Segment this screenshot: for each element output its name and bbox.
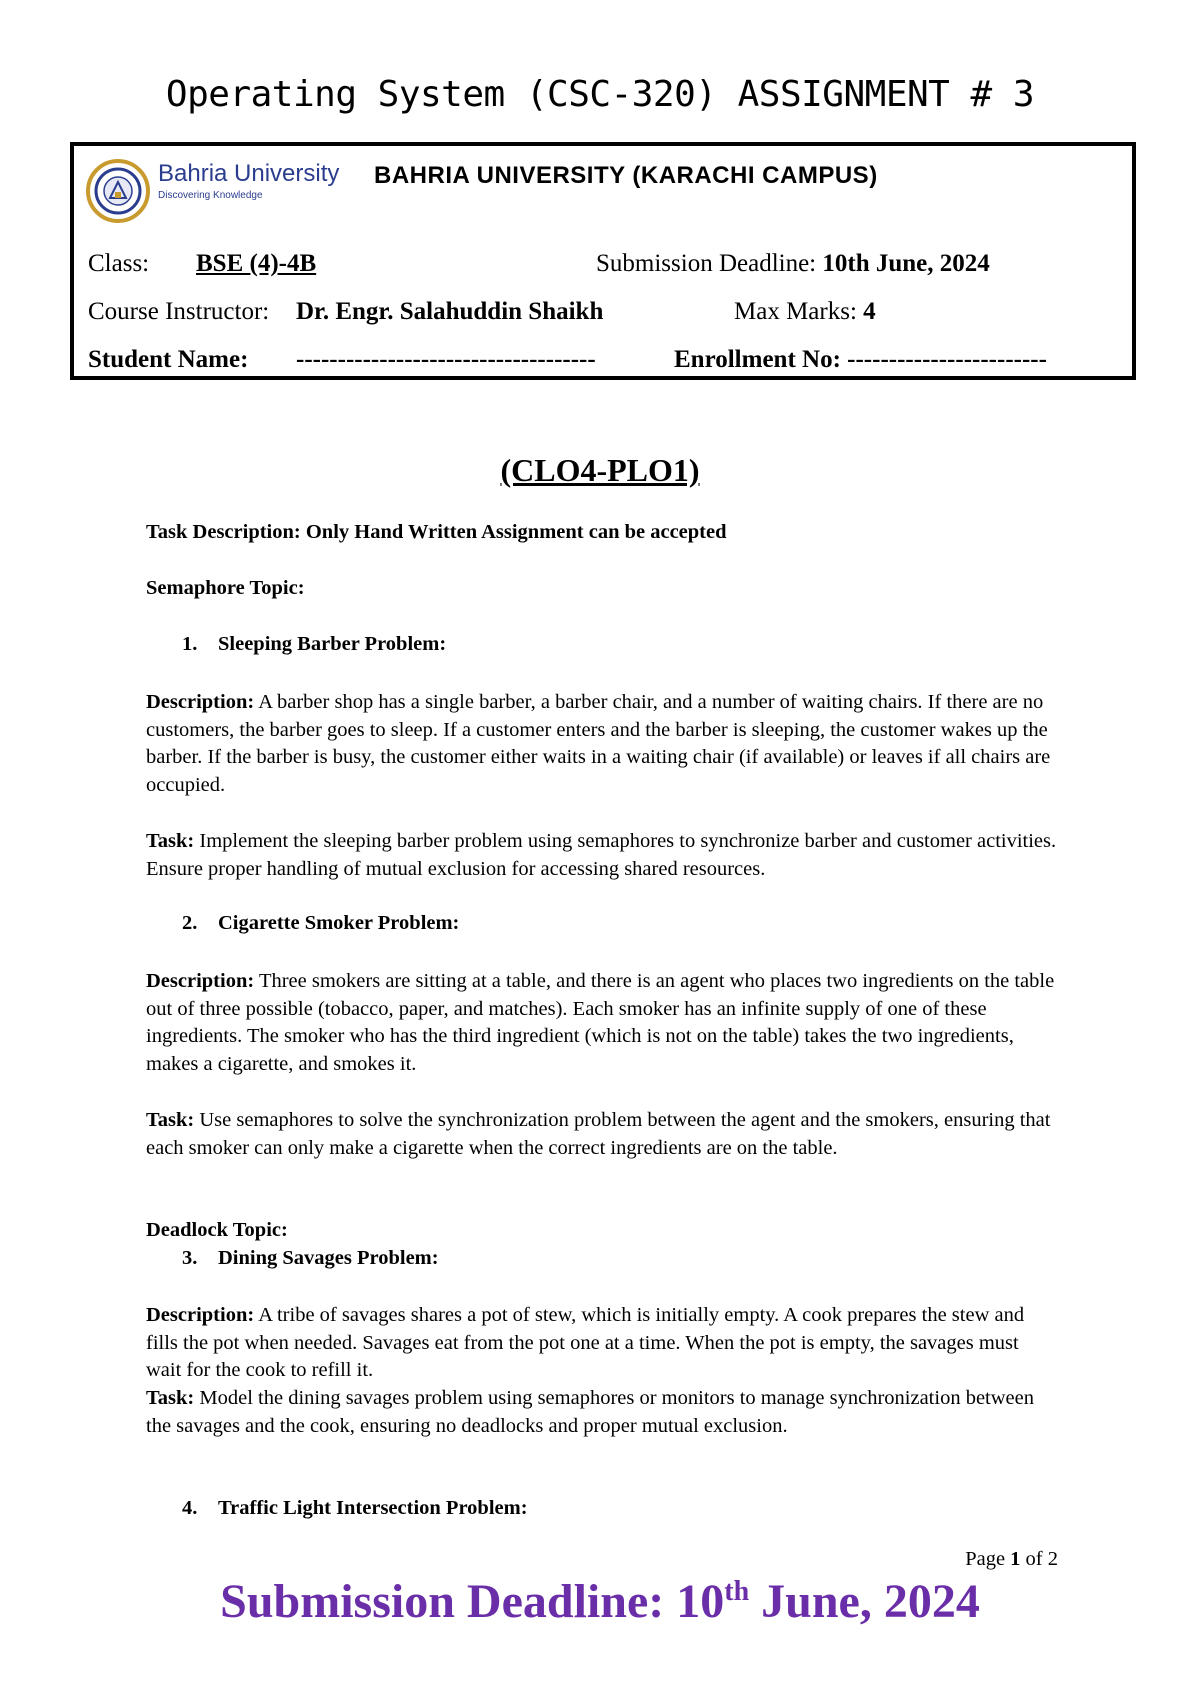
clo-heading: (CLO4-PLO1)	[500, 452, 700, 488]
semaphore-topic-heading: Semaphore Topic:	[146, 577, 305, 599]
logo-tagline: Discovering Knowledge	[158, 190, 263, 201]
problem-heading	[182, 1497, 528, 1520]
university-seal-icon	[86, 156, 150, 226]
problem-description	[146, 968, 1058, 1078]
task-text: Use semaphores to solve the synchronization problem between the agent and the smokers, ensuring that each smoker can only make a cigarette when the correct ingredients are on the table.	[146, 1109, 1051, 1159]
deadline-banner-prefix: Submission Deadline: 10	[220, 1575, 725, 1628]
problem-description	[146, 689, 1058, 799]
task-label: Task:	[146, 830, 195, 852]
deadline-banner-sup: th	[724, 1576, 750, 1607]
task-label: Task:	[146, 1109, 195, 1131]
problem-title: Dining Savages Problem:	[218, 1247, 439, 1269]
description-text: A tribe of savages shares a pot of stew, which is initially empty. A cook prepares the stew and fills the pot when needed. Savages eat from the pot one at a time. When the pot is empty, the savages must wait for the cook to refill it.	[146, 1304, 1025, 1381]
page-label: Page	[965, 1548, 1006, 1570]
university-name: BAHRIA UNIVERSITY (KARACHI CAMPUS)	[374, 162, 878, 189]
enrollment-blank: ------------------------	[847, 346, 1047, 373]
class-label: Class:	[88, 250, 150, 277]
problem-heading	[182, 633, 446, 656]
problem-task	[146, 1385, 1058, 1440]
problem-title: Sleeping Barber Problem:	[218, 633, 447, 655]
page-current: 1	[1010, 1548, 1021, 1570]
enrollment-field	[674, 346, 1047, 374]
problem-task	[146, 828, 1058, 883]
deadline-banner-suffix: June, 2024	[749, 1575, 980, 1628]
problem-title: Traffic Light Intersection Problem:	[218, 1497, 528, 1519]
page-total: 2	[1047, 1548, 1058, 1570]
deadline-banner	[0, 1574, 1200, 1629]
problem-heading	[182, 1247, 439, 1270]
description-label: Description:	[146, 1304, 255, 1326]
page-number	[965, 1548, 1058, 1571]
task-label: Task:	[146, 1387, 195, 1409]
document-title: Operating System (CSC-320) ASSIGNMENT # 3	[165, 74, 1035, 115]
deadline-value: 10th June, 2024	[822, 250, 990, 277]
deadline-label: Submission Deadline:	[596, 250, 817, 277]
logo-name: Bahria University	[158, 160, 340, 187]
description-label: Description:	[146, 970, 255, 992]
instructor-label: Course Instructor:	[88, 298, 270, 325]
problem-number: 2.	[182, 912, 198, 934]
marks-value: 4	[863, 298, 876, 325]
student-name-label: Student Name:	[88, 346, 249, 373]
task-description-value: Only Hand Written Assignment can be accepted	[305, 521, 727, 543]
problem-number: 3.	[182, 1247, 198, 1269]
description-text: A barber shop has a single barber, a barber chair, and a number of waiting chairs. If there are no customers, the barber goes to sleep. If a customer enters and the barber is sleeping, the customer wakes up the barber. If the barber is busy, the customer either waits in a waiting chair (if available) or leaves if all chairs are occupied.	[146, 691, 1051, 796]
class-value: BSE (4)-4B	[196, 250, 317, 277]
deadlock-topic-heading: Deadlock Topic:	[146, 1219, 288, 1241]
enrollment-label: Enrollment No:	[674, 346, 841, 373]
description-text: Three smokers are sitting at a table, and there is an agent who places two ingredients on the table out of three possible (tobacco, paper, and matches). Each smoker has an infinite supply of one of these ingredients. The smoker who has the third ingredient (which is not on the table) takes the two ingredients, makes a cigarette, and smokes it.	[146, 970, 1055, 1075]
description-label: Description:	[146, 691, 255, 713]
student-name-blank: ------------------------------------	[296, 346, 596, 373]
problem-heading	[182, 912, 459, 935]
task-text: Model the dining savages problem using semaphores or monitors to manage synchronization between the savages and the cook, ensuring no deadlocks and proper mutual exclusion.	[146, 1387, 1034, 1437]
task-description-label: Task Description:	[146, 521, 301, 543]
problem-number: 1.	[182, 633, 198, 655]
max-marks-field	[734, 298, 876, 326]
header-box	[70, 142, 1136, 380]
problem-title: Cigarette Smoker Problem:	[218, 912, 460, 934]
university-logo	[86, 156, 346, 228]
page-of: of	[1025, 1548, 1043, 1570]
task-description	[146, 521, 727, 544]
problem-number: 4.	[182, 1497, 198, 1519]
problem-task	[146, 1107, 1058, 1162]
submission-deadline-field	[596, 250, 990, 278]
task-text: Implement the sleeping barber problem using semaphores to synchronize barber and customer activities. Ensure proper handling of mutual exclusion for accessing shared resources.	[146, 830, 1057, 880]
instructor-value: Dr. Engr. Salahuddin Shaikh	[296, 298, 604, 325]
problem-description	[146, 1302, 1058, 1385]
marks-label: Max Marks:	[734, 298, 857, 325]
